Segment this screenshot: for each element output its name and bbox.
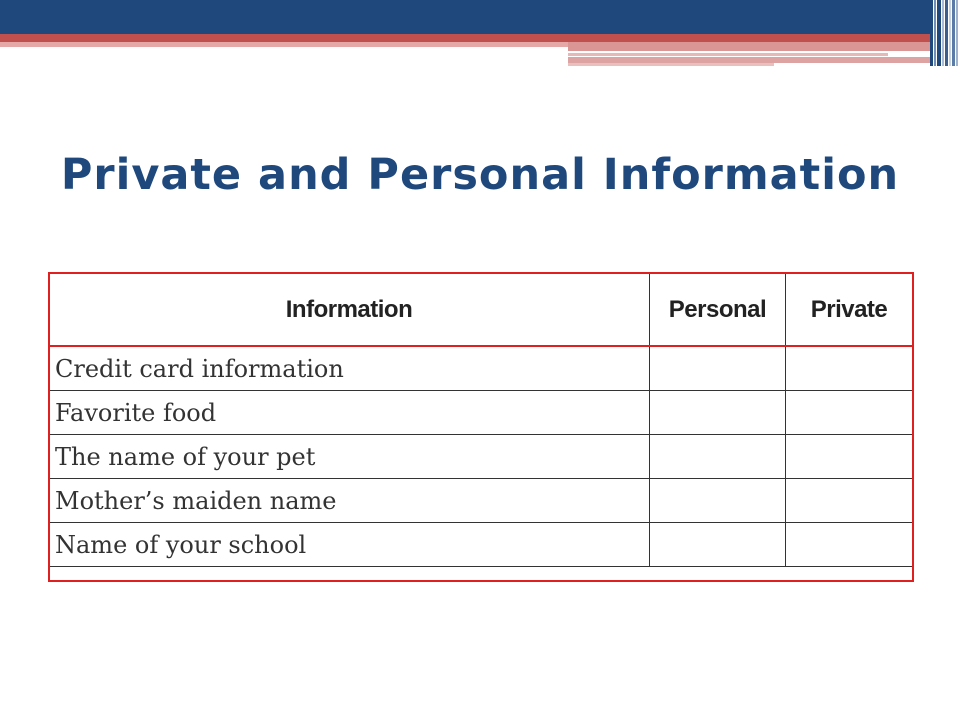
private-checkbox-cell[interactable] <box>786 523 913 567</box>
table-row <box>49 347 913 391</box>
banner-pink-band <box>568 63 774 66</box>
personal-checkbox-cell[interactable] <box>650 347 786 391</box>
personal-checkbox-cell[interactable] <box>650 523 786 567</box>
personal-checkbox-cell[interactable] <box>650 391 786 435</box>
information-cell: Mother’s maiden name <box>49 479 650 523</box>
information-cell: The name of your pet <box>49 435 650 479</box>
column-header-information: Information <box>49 273 650 347</box>
table-header-row <box>49 273 913 347</box>
private-checkbox-cell[interactable] <box>786 479 913 523</box>
banner-blue-band <box>0 0 930 34</box>
banner-red-band <box>0 34 930 42</box>
table-row <box>49 391 913 435</box>
private-checkbox-cell[interactable] <box>786 391 913 435</box>
banner-pink-band <box>0 42 568 47</box>
banner-pink-band <box>568 53 888 56</box>
column-header-personal: Personal <box>650 273 786 347</box>
information-cell: Name of your school <box>49 523 650 567</box>
information-cell: Credit card information <box>49 347 650 391</box>
personal-checkbox-cell[interactable] <box>650 435 786 479</box>
banner-stripes <box>930 0 960 66</box>
private-checkbox-cell[interactable] <box>786 347 913 391</box>
table-row <box>49 435 913 479</box>
personal-checkbox-cell[interactable] <box>650 479 786 523</box>
information-table <box>48 272 913 567</box>
information-cell: Favorite food <box>49 391 650 435</box>
page-title: Private and Personal Information <box>60 150 900 200</box>
private-checkbox-cell[interactable] <box>786 435 913 479</box>
table-row <box>49 479 913 523</box>
column-header-private: Private <box>786 273 913 347</box>
banner-pink-band <box>568 42 930 51</box>
table-row <box>49 523 913 567</box>
